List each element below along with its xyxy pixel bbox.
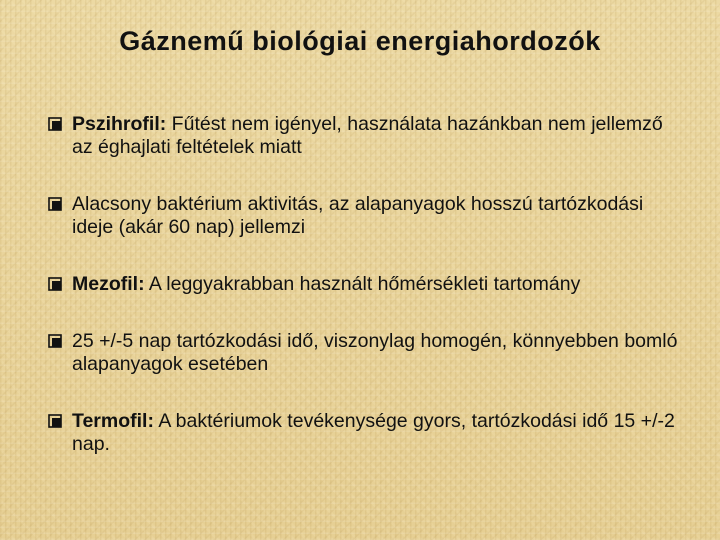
bullet-text: Alacsony baktérium aktivitás, az alapanyagok hosszú tartózkodási ideje (akár 60 nap) jellemzi <box>72 193 644 238</box>
bullet-item <box>48 330 688 376</box>
bullet-term: Pszihrofil: <box>72 113 167 135</box>
checkbox-bullet-icon <box>48 414 62 428</box>
checkbox-bullet-icon <box>48 117 62 131</box>
bullet-text: A leggyakrabban használt hőmérsékleti tartomány <box>144 273 581 295</box>
checkbox-bullet-icon <box>48 334 62 348</box>
bullet-text: Fűtést nem igényel, használata hazánkban nem jellemző az éghajlati feltételek miatt <box>72 113 663 158</box>
bullet-text: A baktériumok tevékenysége gyors, tartózkodási idő 15 +/-2 nap. <box>72 410 675 455</box>
bullet-item <box>48 410 688 456</box>
bullet-term: Termofil: <box>72 410 154 432</box>
bullet-text: 25 +/-5 nap tartózkodási idő, viszonylag homogén, könnyebben bomló alapanyagok esetében <box>72 330 678 375</box>
bullet-item <box>48 113 688 159</box>
bullet-item <box>48 193 688 239</box>
checkbox-bullet-icon <box>48 277 62 291</box>
bullet-item <box>48 273 688 296</box>
checkbox-bullet-icon <box>48 197 62 211</box>
slide-title: Gáznemű biológiai energiahordozók <box>119 26 601 56</box>
bullet-list <box>48 113 688 456</box>
bullet-term: Mezofil: <box>72 273 145 295</box>
